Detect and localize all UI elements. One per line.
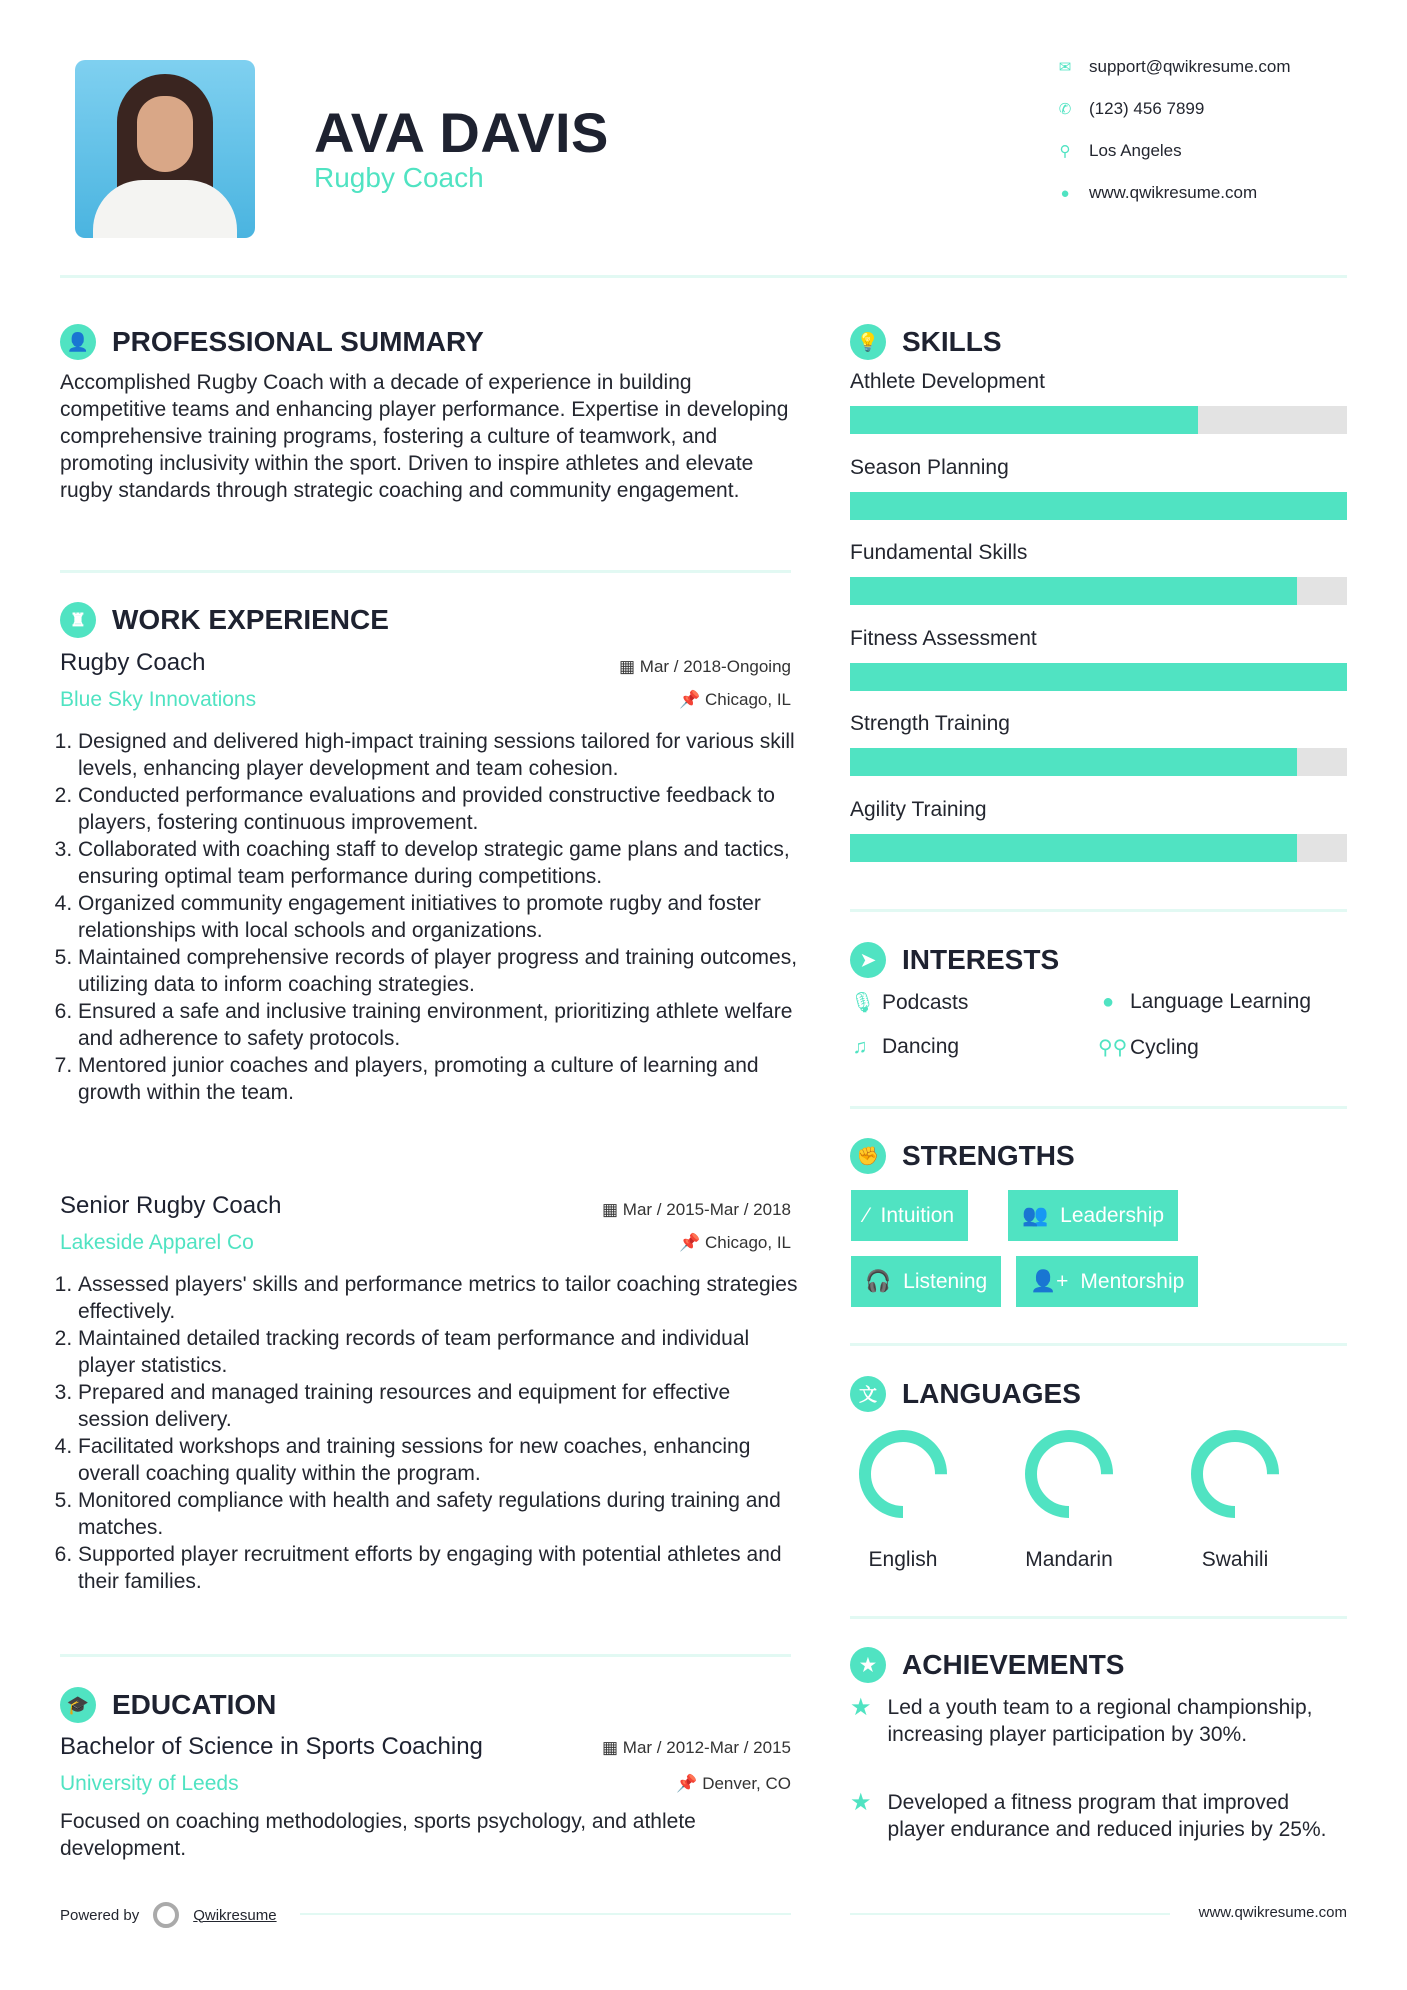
profile-photo (75, 60, 255, 238)
skill-bar (850, 492, 1347, 520)
candidate-role: Rugby Coach (314, 162, 484, 193)
language-icon: 文 (850, 1376, 886, 1412)
skill-label: Agility Training (850, 797, 987, 821)
work-heading: ♜ WORK EXPERIENCE (60, 602, 389, 638)
phone-icon: ✆ (1058, 101, 1072, 118)
skill-label: Athlete Development (850, 370, 1045, 393)
skill-label: Fitness Assessment (850, 626, 1037, 650)
language-ring (1023, 1428, 1115, 1520)
job-title: Senior Rugby Coach (60, 1192, 282, 1219)
skill-bar-fill (850, 834, 1297, 862)
language-ring (1189, 1428, 1281, 1520)
pin-icon: 📌 (679, 1233, 705, 1252)
candidate-name: AVA DAVIS (314, 101, 609, 164)
skill-item (850, 541, 1347, 627)
interest-item: ⚲⚲ Cycling (1098, 1035, 1199, 1059)
divider (300, 1913, 791, 1915)
strength-chip: ⁄ Intuition (851, 1190, 968, 1241)
strengths-heading: ✊ STRENGTHS (850, 1138, 1075, 1174)
responsibility-item: 7. Mentored junior coaches and players, promoting a culture of learning and growth within the team. (78, 1052, 800, 1106)
language-label: Mandarin (1025, 1548, 1113, 1571)
responsibility-item: 1. Designed and delivered high-impact training sessions tailored for various skill levels, enhancing player development and team cohesion. (78, 728, 800, 782)
divider (60, 1654, 791, 1657)
skill-bar-fill (850, 492, 1347, 520)
achievement-item: ★ Led a youth team to a regional championship, increasing player participation by 30%. (850, 1694, 1313, 1746)
education-text: Focused on coaching methodologies, sports psychology, and athlete development. (60, 1810, 696, 1860)
interest-item: ● Language Learning (1098, 990, 1311, 1014)
language-item (823, 1428, 983, 1572)
skill-bar (850, 663, 1347, 691)
job-location: 📌 Chicago, IL (679, 1233, 791, 1252)
summary-text: Accomplished Rugby Coach with a decade of experience in building competitive teams and enhancing player performance. Expertise in developing comprehensive training programs, fostering a culture of teamwork, and promoting inclusivity within the sport. Driven to inspire athletes and elevate rugby standards through strategic coaching and community engagement. (60, 371, 789, 502)
responsibility-item: 3. Prepared and managed training resources and equipment for effective session delivery. (78, 1379, 800, 1433)
job-company: Lakeside Apparel Co (60, 1231, 254, 1254)
skill-bar-fill (850, 663, 1347, 691)
contact-phone: ✆ (123) 456 7899 (1055, 99, 1204, 119)
skill-bar-fill (850, 577, 1297, 605)
responsibility-item: 6. Ensured a safe and inclusive training environment, prioritizing athlete welfare and adherence to safety protocols. (78, 998, 800, 1052)
responsibility-item: 4. Organized community engagement initiatives to promote rugby and foster relationships with local schools and organizations. (78, 890, 800, 944)
star-icon: ★ (850, 1789, 872, 1816)
job-location: 📌 Chicago, IL (679, 690, 791, 709)
globe-icon: ● (1101, 990, 1115, 1013)
skill-item (850, 627, 1347, 713)
strength-chip: 🎧 Listening (851, 1256, 1001, 1307)
language-item (1155, 1428, 1315, 1572)
skill-bar (850, 834, 1347, 862)
strength-chip: 👥 Leadership (1008, 1190, 1178, 1241)
job-date: ▦ Mar / 2015-Mar / 2018 (602, 1200, 791, 1219)
responsibility-item: 5. Maintained comprehensive records of player progress and training outcomes, utilizing data to inform coaching strategies. (78, 944, 800, 998)
envelope-icon: ✉ (1058, 59, 1072, 76)
user-plus-icon: 👤+ (1030, 1269, 1069, 1293)
bicycle-icon: ⚲⚲ (1098, 1037, 1128, 1059)
calendar-icon: ▦ (602, 1738, 623, 1757)
skill-item (850, 712, 1347, 798)
contact-location: ⚲ Los Angeles (1055, 141, 1182, 161)
responsibility-item: 2. Maintained detailed tracking records of team performance and individual player statistics. (78, 1325, 800, 1379)
strength-chip: 👤+ Mentorship (1016, 1256, 1198, 1307)
responsibility-item: 3. Collaborated with coaching staff to develop strategic game plans and tactics, ensuring optimal team performance during competitions. (78, 836, 800, 890)
user-icon: 👤 (60, 324, 96, 360)
footer-powered: Powered by Qwikresume (60, 1902, 277, 1928)
divider (850, 909, 1347, 912)
skill-label: Fundamental Skills (850, 541, 1028, 565)
divider (850, 1616, 1347, 1619)
skill-bar (850, 577, 1347, 605)
skills-list (850, 370, 1347, 884)
job-responsibilities (60, 1271, 800, 1595)
pin-icon: 📌 (679, 690, 705, 709)
job-responsibilities (60, 728, 800, 1106)
footer-site[interactable]: www.qwikresume.com (1198, 1904, 1347, 1921)
responsibility-item: 6. Supported player recruitment efforts by engaging with potential athletes and their families. (78, 1541, 800, 1595)
divider (850, 1343, 1347, 1346)
globe-icon: ● (1060, 184, 1070, 202)
microphone-icon: 🎙 (850, 992, 876, 1014)
calendar-icon: ▦ (602, 1200, 623, 1219)
responsibility-item: 1. Assessed players' skills and performance metrics to tailor coaching strategies effectively. (78, 1271, 800, 1325)
skill-label: Strength Training (850, 712, 1010, 736)
star-icon: ★ (850, 1694, 872, 1721)
languages-heading: 文 LANGUAGES (850, 1376, 1081, 1412)
calendar-icon: ▦ (619, 657, 640, 676)
music-icon: ♫ (852, 1035, 868, 1058)
responsibility-item: 2. Conducted performance evaluations and provided constructive feedback to players, fostering continuous improvement. (78, 782, 800, 836)
divider (850, 1913, 1170, 1915)
graduation-cap-icon: 🎓 (60, 1687, 96, 1723)
skills-heading: 💡 SKILLS (850, 324, 1002, 360)
skill-bar-fill (850, 406, 1198, 434)
divider (850, 1106, 1347, 1109)
star-badge-icon: ★ (850, 1647, 886, 1683)
achievement-item: ★ Developed a fitness program that improved player endurance and reduced injuries by 25%. (850, 1789, 1327, 1841)
education-date: ▦ Mar / 2012-Mar / 2015 (602, 1738, 791, 1757)
lightbulb-icon: 💡 (850, 324, 886, 360)
languages-list (823, 1428, 1315, 1572)
job-title: Rugby Coach (60, 649, 206, 676)
responsibility-item: 4. Facilitated workshops and training sessions for new coaches, enhancing overall coaching quality within the program. (78, 1433, 800, 1487)
skill-bar-fill (850, 748, 1297, 776)
education-heading: 🎓 EDUCATION (60, 1687, 276, 1723)
qwikresume-logo-icon (153, 1902, 179, 1928)
headphones-icon: 🎧 (865, 1269, 892, 1293)
map-pin-icon: ⚲ (1059, 143, 1071, 160)
interest-item: 🎙 Podcasts (850, 990, 969, 1014)
skill-item (850, 798, 1347, 884)
job-company: Blue Sky Innovations (60, 688, 257, 711)
school: University of Leeds (60, 1772, 239, 1795)
language-item (989, 1428, 1149, 1572)
education-location: 📌 Denver, CO (676, 1774, 791, 1793)
degree: Bachelor of Science in Sports Coaching (60, 1733, 483, 1760)
divider (60, 570, 791, 573)
skill-bar (850, 406, 1347, 434)
interests-heading: ➤ INTERESTS (850, 942, 1059, 978)
job-date: ▦ Mar / 2018-Ongoing (619, 657, 791, 676)
language-label: English (868, 1548, 938, 1571)
chair-icon: ♜ (60, 602, 96, 638)
paper-plane-icon: ➤ (850, 942, 886, 978)
language-ring (857, 1428, 949, 1520)
summary-heading: 👤 PROFESSIONAL SUMMARY (60, 324, 484, 360)
users-icon: 👥 (1022, 1203, 1049, 1227)
pin-icon: 📌 (676, 1774, 703, 1793)
skill-item (850, 456, 1347, 542)
contact-website[interactable]: ● www.qwikresume.com (1055, 183, 1257, 203)
brand-link[interactable]: Qwikresume (193, 1906, 277, 1924)
responsibility-item: 5. Monitored compliance with health and safety regulations during training and matches. (78, 1487, 800, 1541)
header-divider (60, 275, 1347, 278)
skill-bar (850, 748, 1347, 776)
skill-label: Season Planning (850, 455, 1009, 479)
language-label: Swahili (1201, 1548, 1269, 1571)
fist-icon: ✊ (850, 1138, 886, 1174)
magic-wand-icon: ⁄ (865, 1203, 869, 1227)
contact-email[interactable]: ✉ support@qwikresume.com (1055, 57, 1291, 77)
interest-item: ♫ Dancing (850, 1035, 959, 1059)
skill-item (850, 370, 1347, 456)
achievements-heading: ★ ACHIEVEMENTS (850, 1647, 1124, 1683)
